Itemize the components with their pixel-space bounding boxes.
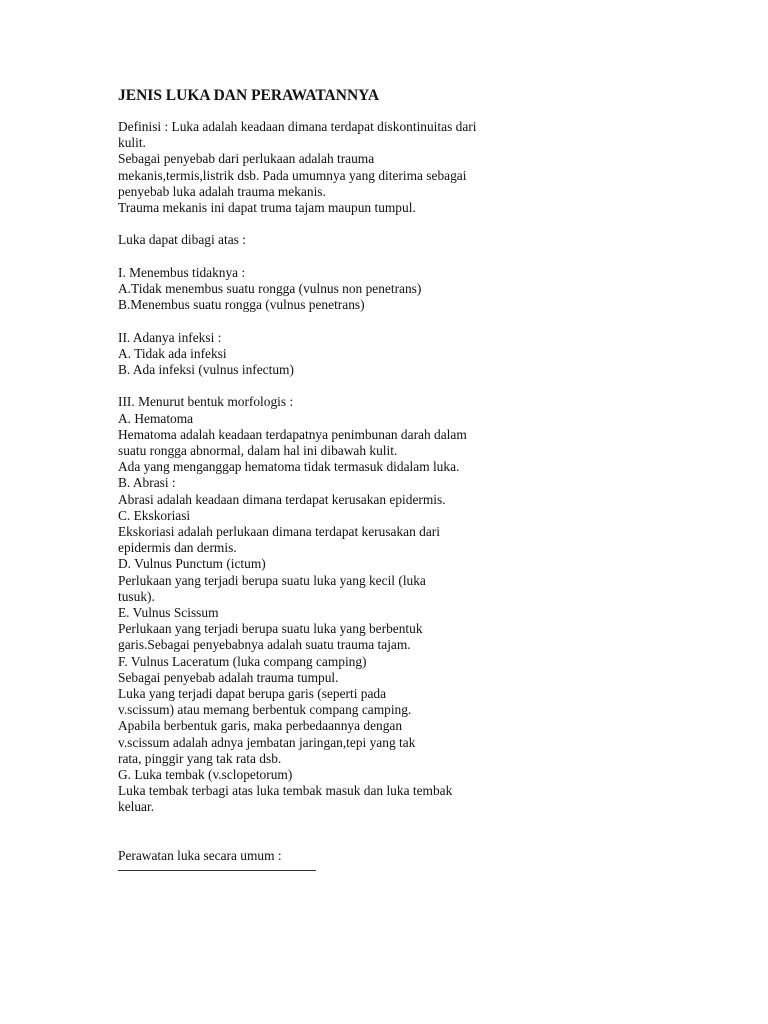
- text-line: Luka yang terjadi dapat berupa garis (seperti pada: [118, 686, 387, 702]
- text-line: rata, pinggir yang tak rata dsb.: [118, 750, 282, 766]
- paragraph-block: [118, 394, 538, 815]
- text-line: F. Vulnus Laceratum (luka compang camping): [118, 653, 367, 669]
- text-line: Sebagai penyebab dari perlukaan adalah trauma: [118, 151, 375, 167]
- text-line: v.scissum) atau memang berbentuk compang camping.: [118, 702, 412, 718]
- document-title: JENIS LUKA DAN PERAWATANNYA: [118, 87, 380, 104]
- text-line: II. Adanya infeksi :: [118, 329, 222, 345]
- text-line: E. Vulnus Scissum: [118, 605, 219, 621]
- text-line: mekanis,termis,listrik dsb. Pada umumnya yang diterima sebagai: [118, 167, 467, 183]
- text-line: Hematoma adalah keadaan terdapatnya penimbunan darah dalam: [118, 426, 467, 442]
- text-line: Sebagai penyebab adalah trauma tumpul.: [118, 669, 339, 685]
- document-page: [118, 86, 538, 871]
- text-line: Ekskoriasi adalah perlukaan dimana terdapat kerusakan dari: [118, 524, 440, 540]
- text-line: Perlukaan yang terjadi berupa suatu luka yang kecil (luka: [118, 572, 426, 588]
- document-body: [118, 119, 538, 816]
- underline-rule: [118, 864, 316, 871]
- text-line: B. Ada infeksi (vulnus infectum): [118, 362, 294, 377]
- text-line: Definisi : Luka adalah keadaan dimana terdapat diskontinuitas dari: [118, 119, 477, 134]
- text-line: C. Ekskoriasi: [118, 507, 191, 523]
- text-line: Trauma mekanis ini dapat truma tajam maupun tumpul.: [118, 200, 416, 216]
- text-line: Apabila berbentuk garis, maka perbedaannya dengan: [118, 718, 403, 734]
- text-line: A. Hematoma: [118, 410, 194, 426]
- paragraph-block: [118, 265, 538, 314]
- text-line: B. Abrasi :: [118, 475, 176, 491]
- spacer: [118, 832, 538, 848]
- text-line: penyebab luka adalah trauma mekanis.: [118, 183, 326, 199]
- text-line: A. Tidak ada infeksi: [118, 345, 227, 361]
- paragraph-block: [118, 330, 538, 379]
- text-line: G. Luka tembak (v.sclopetorum): [118, 767, 293, 783]
- paragraph-block: [118, 119, 538, 216]
- text-line: epidermis dan dermis.: [118, 540, 237, 556]
- paragraph-block: [118, 232, 538, 248]
- text-line: kulit.: [118, 135, 146, 151]
- text-line: Luka tembak terbagi atas luka tembak masuk dan luka tembak: [118, 783, 453, 799]
- text-line: Perlukaan yang terjadi berupa suatu luka yang berbentuk: [118, 621, 423, 637]
- text-line: keluar.: [118, 799, 155, 815]
- text-line: A.Tidak menembus suatu rongga (vulnus non penetrans): [118, 281, 422, 296]
- text-line: B.Menembus suatu rongga (vulnus penetrans): [118, 297, 365, 313]
- text-line: v.scissum adalah adnya jembatan jaringan,tepi yang tak: [118, 734, 416, 750]
- text-line: Abrasi adalah keadaan dimana terdapat kerusakan epidermis.: [118, 491, 446, 507]
- text-line: suatu rongga abnormal, dalam hal ini dibawah kulit.: [118, 443, 398, 458]
- text-line: Ada yang menganggap hematoma tidak termasuk didalam luka.: [118, 459, 460, 475]
- text-line: garis.Sebagai penyebabnya adalah suatu trauma tajam.: [118, 637, 411, 653]
- text-line: I. Menembus tidaknya :: [118, 264, 246, 280]
- text-line: D. Vulnus Punctum (ictum): [118, 556, 266, 572]
- closing-heading: Perawatan luka secara umum :: [118, 848, 282, 864]
- text-line: tusuk).: [118, 588, 155, 604]
- text-line: III. Menurut bentuk morfologis :: [118, 394, 294, 410]
- text-line: Luka dapat dibagi atas :: [118, 232, 246, 248]
